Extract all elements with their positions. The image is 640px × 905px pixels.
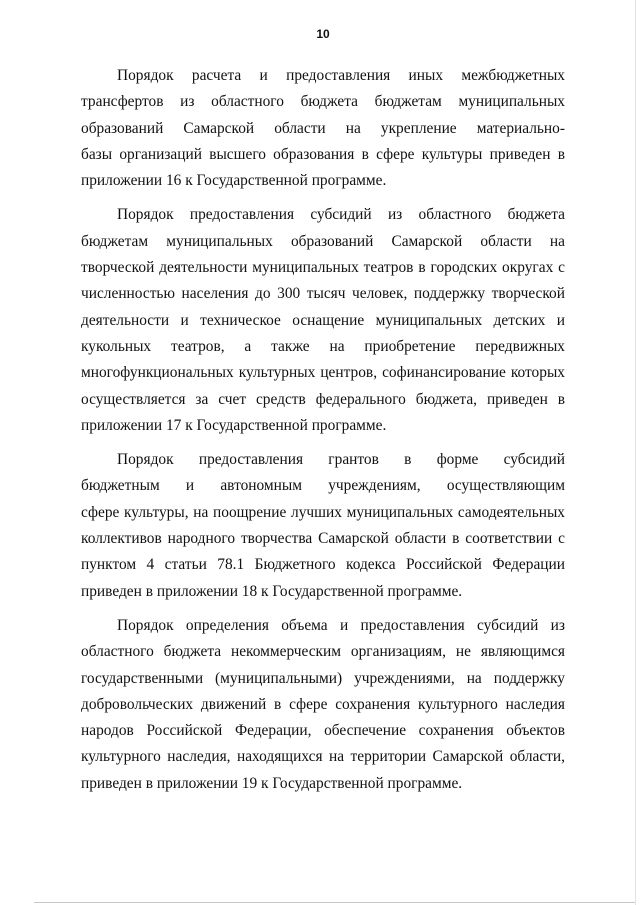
text-line: деятельности и техническое оснащение муниципальных детских и <box>81 311 565 329</box>
text-line: государственными (муниципальными) учреждениями, на поддержку <box>81 669 565 687</box>
text-line: кукольных театров, а также на приобретение передвижных <box>81 337 565 355</box>
text-line: приведен в приложении 19 к Государственной программе. <box>81 774 463 792</box>
paragraph-appendix-19 <box>81 613 565 797</box>
text-line: многофункциональных культурных центров, софинансирование которых <box>81 364 565 382</box>
text-line: трансфертов из областного бюджета бюджетам муниципальных <box>81 93 565 111</box>
text-line: культурного наследия, находящихся на территории Самарской области, <box>81 748 565 766</box>
text-line: бюджетам муниципальных образований Самарской области на <box>81 232 565 250</box>
document-body <box>81 63 565 797</box>
text-line: приложении 17 к Государственной программе. <box>81 416 387 434</box>
text-line: приведен в приложении 18 к Государственной программе. <box>81 582 463 600</box>
text-line: коллективов народного творчества Самарской области в соответствии с <box>81 530 565 548</box>
text-line: областного бюджета некоммерческим организациям, не являющимся <box>81 643 565 661</box>
paragraph-gap <box>81 605 565 613</box>
text-line: добровольческих движений в сфере сохранения культурного наследия <box>81 695 565 713</box>
text-line: Порядок расчета и предоставления иных межбюджетных <box>117 67 565 84</box>
text-line: Порядок предоставления субсидий из областного бюджета <box>117 206 565 224</box>
text-line: приложении 16 к Государственной программе. <box>81 172 387 190</box>
text-line: осуществляется за счет средств федерального бюджета, приведен в <box>81 390 565 408</box>
text-line: сфере культуры, на поощрение лучших муниципальных самодеятельных <box>81 503 565 521</box>
text-line: пунктом 4 статьи 78.1 Бюджетного кодекса Российской Федерации <box>81 556 565 574</box>
page-right-edge <box>635 0 636 905</box>
page-number: 10 <box>316 27 330 41</box>
text-line: народов Российской Федерации, обеспечение сохранения объектов <box>81 722 565 740</box>
paragraph-appendix-18 <box>81 447 565 605</box>
page-bottom-edge <box>34 902 636 903</box>
paragraph-appendix-16 <box>81 63 565 194</box>
paragraph-gap <box>81 439 565 447</box>
text-line: творческой деятельности муниципальных театров в городских округах с <box>81 259 565 277</box>
text-line: образований Самарской области на укрепление материально- <box>81 119 565 137</box>
paragraph-appendix-17 <box>81 202 565 439</box>
paragraph-gap <box>81 194 565 202</box>
text-line: численностью населения до 300 тысяч человек, поддержку творческой <box>81 285 565 303</box>
text-line: базы организаций высшего образования в сфере культуры приведен в <box>81 145 565 163</box>
text-line: Порядок предоставления грантов в форме субсидий <box>117 451 565 469</box>
text-line: бюджетным и автономным учреждениям, осуществляющим <box>81 477 565 495</box>
text-line: Порядок определения объема и предоставления субсидий из <box>117 616 565 634</box>
